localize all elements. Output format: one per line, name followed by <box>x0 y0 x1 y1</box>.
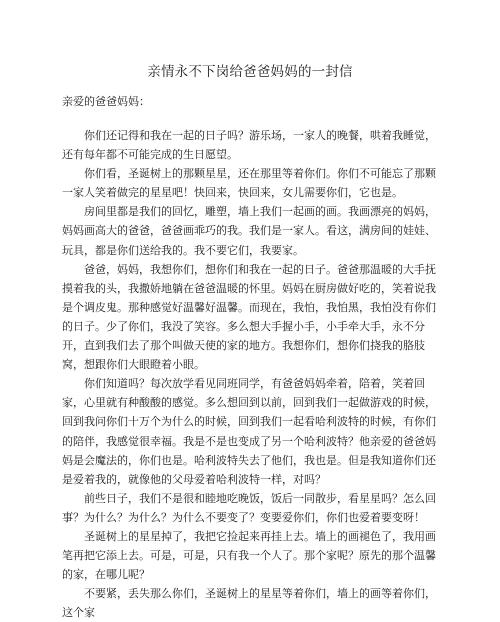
paragraph: 圣诞树上的星星掉了，我把它捡起来再挂上去。墙上的画褪色了，我用画笔再把它添上去。可是，可是，只有我一个人了。那个家呢？原先的那个温馨的家，在哪儿呢？ <box>62 529 436 582</box>
letter-salutation: 亲爱的爸爸妈妈： <box>62 95 150 108</box>
paragraph: 你们知道吗？每次放学看见同班同学，有爸爸妈妈牵着，陪着，笑着回家，心里就有种酸酸的感觉。多么想回到以前，回到我们一起做游戏的时候，回到我问你们十万个为什么的时候，回到我们一起看哈利波特的时候，有你们的陪伴，我感觉很幸福。我是不是也变成了另一个哈利波特？他亲爱的爸爸妈妈是会魔法的，你们也是。哈利波特失去了他们，我也是。但是我知道你们还是爱着我的，就像他的父母爱着哈利波特一样，对吗？ <box>62 377 436 486</box>
paragraph: 你们看，圣诞树上的那颗星星，还在那里等着你们。你们不可能忘了那颗一家人笑着做完的星星吧！快回来，快回来，女儿需要你们，它也是。 <box>62 167 436 200</box>
paragraph: 不要紧，丢失那么你们，圣诞树上的星星等着你们，墙上的画等着你们，这个家 <box>62 587 436 620</box>
letter-body <box>62 126 442 622</box>
paragraph: 你们还记得和我在一起的日子吗？游乐场，一家人的晚餐，哄着我睡觉，还有每年都不可能完成的生日愿望。 <box>62 129 436 162</box>
paragraph: 前些日子，我们不是很和睦地吃晚饭，饭后一同散步，看星星吗？怎么回事？为什么？为什么？为什么不要变了？变要爱你们，你们也爱着要变呀！ <box>62 491 436 524</box>
paragraph: 房间里都是我们的回忆，雕塑，墙上我们一起画的画。我画漂亮的妈妈，妈妈画高大的爸爸，爸爸画乖巧的我。我们是一家人。看这，满房间的娃娃、玩具，都是你们送给我的。我不要它们，我要家。 <box>62 205 436 257</box>
letter-title: 亲情永不下岗给爸爸妈妈的一封信 <box>147 64 353 80</box>
paragraph: 爸爸，妈妈，我想你们，想你们和我在一起的日子。爸爸那温暖的大手抚摸着我的头，我撒娇地躺在爸爸温暖的怀里。妈妈在厨房做好吃的，笑着说我是个调皮鬼。那种感觉好温馨好温馨。而现在，我怕，我怕黑，我怕没有你们的日子。少了你们，我没了笑容。多么想大手握小手，小手牵大手，永不分开，直到我们去了那个叫做天使的家的地方。我想你们，想你们挠我的胳肢窝，想跟你们大眼瞪着小眼。 <box>62 262 436 372</box>
